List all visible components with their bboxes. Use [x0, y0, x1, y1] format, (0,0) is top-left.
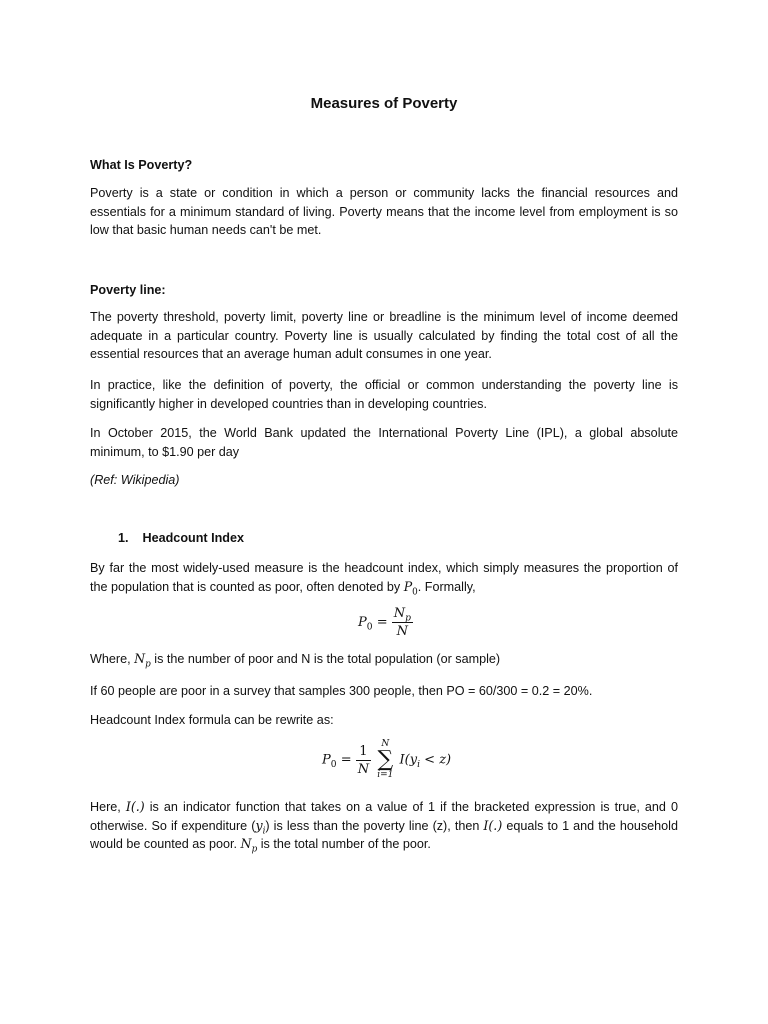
formula-headcount-indicator: $P_0$ = $\frac{1}{N}$ N ∑ i=1 $I(y_i < z)$ [322, 739, 452, 780]
heading-text: Headcount Index [142, 531, 244, 545]
reference-wikipedia: (Ref: Wikipedia) [90, 473, 180, 487]
para-where: Where, $N_p$ is the number of poor and N is the total population (or sample) [90, 651, 501, 670]
fraction: $\frac{1}{N}$ [357, 743, 370, 777]
document-title: Measures of Poverty [310, 95, 458, 112]
fraction: $\frac{N_p}{N}$ [393, 606, 411, 639]
heading-poverty-line: Poverty line: [90, 283, 166, 297]
list-number: 1. [118, 531, 129, 545]
para-what-is-poverty: Poverty is a state or condition in which a person or community lacks the financial resources and essentials for a minimum standard of living. Poverty means that the income level from employment is so low that basic human needs can't be met. [90, 186, 678, 238]
para-poverty-line-3: In October 2015, the World Bank updated the International Poverty Line (IPL), a global absolute minimum, to $1.90 per day [90, 426, 678, 459]
para-poverty-line-2: In practice, like the definition of poverty, the official or common understanding the poverty line is significantly higher in developed countries than in developing countries. [90, 378, 678, 411]
heading-what-is-poverty: What Is Poverty? [90, 158, 193, 172]
heading-headcount-index [118, 529, 244, 547]
para-indicator-explanation: Here, I(.) is an indicator function that takes on a value of 1 if the bracketed expression is true, and 0 otherwise. So if expenditure $(y_i)$ is less than the poverty line (z), then I(.) equals to 1 and the household would be counted as poor. $N_p$ is the total number of the poor. [90, 799, 678, 855]
para-headcount-intro: By far the most widely-used measure is the headcount index, which simply measures the proportion of the population that is counted as poor, often denoted by $P_0$. Formally, [90, 561, 678, 598]
summation: N ∑ i=1 [377, 739, 394, 780]
para-poverty-line-1: The poverty threshold, poverty limit, poverty line or breadline is the minimum level of income deemed adequate in a particular country. Poverty line is usually calculated by finding the total cost of all the essential resources that an average human adult consumes in one year. [90, 310, 678, 362]
formula-headcount: $P_0$ = $\frac{N_p}{N}$ [358, 606, 411, 639]
para-example: If 60 people are poor in a survey that samples 300 people, then PO = 60/300 = 0.2 = 20%. [90, 684, 593, 698]
para-rewrite: Headcount Index formula can be rewrite as: [90, 713, 334, 727]
